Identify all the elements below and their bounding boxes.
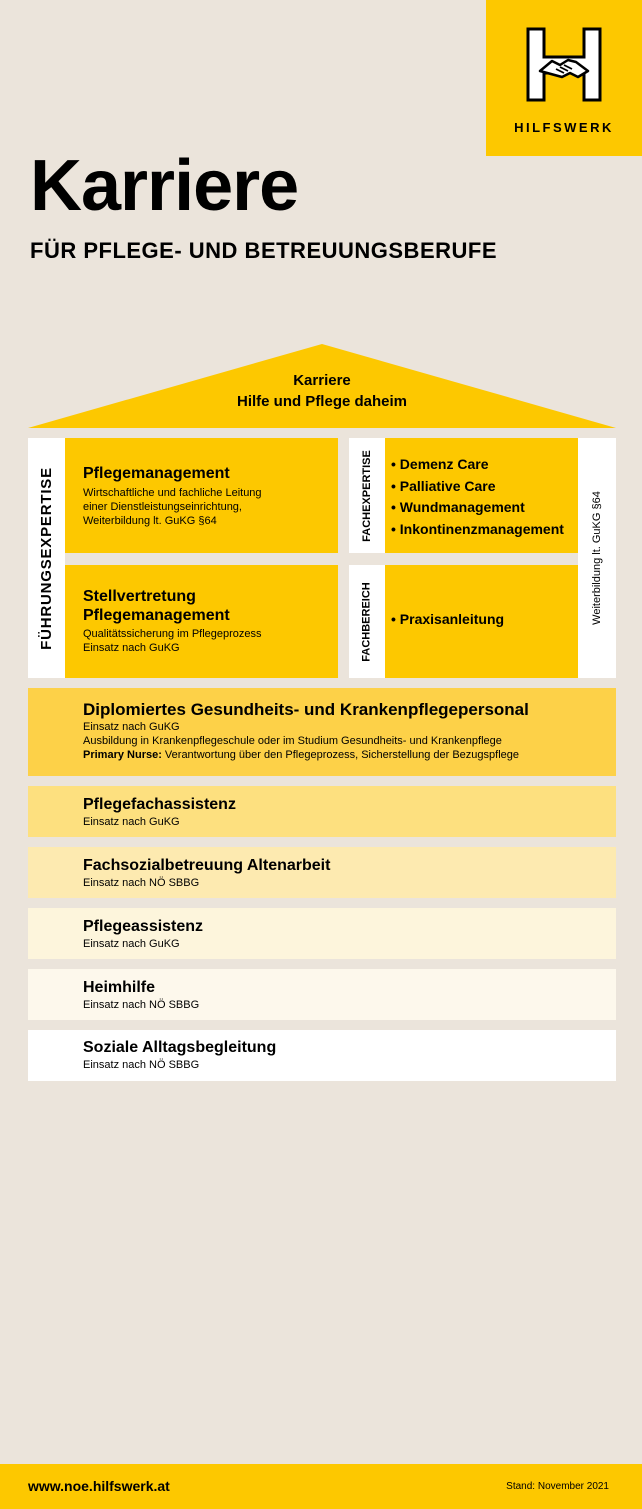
fachexpertise-box — [385, 438, 578, 553]
list-item: • Wundmanagement — [391, 497, 578, 519]
stellvertretung-desc-2: Einsatz nach GuKG — [83, 642, 180, 654]
pflegemanagement-desc-2: einer Dienstleistungseinrichtung, — [83, 501, 242, 513]
fuehrung-label — [28, 438, 65, 678]
pflegemanagement-desc-1: Wirtschaftliche und fachliche Leitung — [83, 487, 262, 499]
pflegemanagement-box — [65, 438, 338, 553]
fachbereich-box — [385, 565, 578, 678]
level-row — [28, 1030, 616, 1081]
level-title: Soziale Alltagsbegleitung — [83, 1039, 277, 1056]
weiterbildung-label-text: Weiterbildung lt. GuKG §64 — [591, 491, 604, 625]
level-desc-3 — [83, 748, 616, 762]
roof-line-1: Karriere — [293, 372, 351, 389]
level-title: Fachsozialbetreuung Altenarbeit — [83, 857, 331, 874]
level-title: Pflegefachassistenz — [83, 796, 236, 813]
primary-nurse-label: Primary Nurse: — [83, 749, 162, 761]
fachexpertise-list — [391, 454, 578, 540]
level-desc: Einsatz nach NÖ SBBG — [83, 877, 200, 889]
fachbereich-label — [349, 565, 385, 678]
fachexpertise-label — [349, 438, 385, 553]
level-desc: Einsatz nach GuKG — [83, 721, 180, 733]
stand-date: Stand: November 2021 — [506, 1481, 609, 1492]
level-row — [28, 786, 616, 837]
level-desc-2: Ausbildung in Krankenpflegeschule oder im Studium Gesundheits- und Krankenpflege — [83, 735, 502, 747]
fuehrung-label-text: FÜHRUNGSEXPERTISE — [38, 466, 56, 650]
list-item: • Inkontinenzmanagement — [391, 519, 578, 541]
level-desc: Einsatz nach GuKG — [83, 938, 180, 950]
roof-label — [28, 370, 616, 412]
level-desc: Einsatz nach NÖ SBBG — [83, 999, 200, 1011]
level-row — [28, 908, 616, 959]
level-row — [28, 969, 616, 1020]
stellvertretung-desc-1: Qualitätssicherung im Pflegeprozess — [83, 628, 262, 640]
level-title: Heimhilfe — [83, 979, 156, 996]
hilfswerk-logo — [486, 0, 642, 156]
level-row — [28, 847, 616, 898]
level-desc: Einsatz nach NÖ SBBG — [83, 1059, 200, 1071]
fachbereich-label-text: FACHBEREICH — [361, 581, 374, 662]
level-title: Diplomiertes Gesundheits- und Krankenpflegepersonal — [83, 700, 529, 719]
brand-name: HILFSWERK — [514, 120, 614, 135]
fachbereich-list — [391, 609, 578, 631]
handshake-h-icon — [526, 27, 602, 102]
weiterbildung-label — [578, 438, 616, 678]
primary-nurse-text: Verantwortung über den Pflegeprozess, Sicherstellung der Bezugspflege — [161, 749, 519, 761]
stellvertretung-box — [65, 565, 338, 678]
list-item: • Palliative Care — [391, 476, 578, 498]
level-row — [28, 688, 616, 776]
pflegemanagement-heading: Pflegemanagement — [83, 465, 230, 482]
fachexpertise-label-text: FACHEXPERTISE — [361, 449, 373, 542]
stellvertretung-heading-1: Stellvertretung — [83, 588, 196, 605]
page-title: Karriere — [30, 146, 299, 226]
page-subtitle: FÜR PFLEGE- UND BETREUUNGSBERUFE — [30, 238, 498, 263]
list-item: • Demenz Care — [391, 454, 578, 476]
list-item: • Praxisanleitung — [391, 609, 578, 631]
stellvertretung-heading-2: Pflegemanagement — [83, 607, 230, 624]
roof-line-2: Hilfe und Pflege daheim — [236, 393, 408, 410]
level-desc: Einsatz nach GuKG — [83, 816, 180, 828]
level-title: Pflegeassistenz — [83, 918, 204, 935]
footer — [0, 1464, 642, 1509]
pflegemanagement-desc-3: Weiterbildung lt. GuKG §64 — [83, 515, 217, 527]
website-link[interactable]: www.noe.hilfswerk.at — [28, 1478, 170, 1494]
